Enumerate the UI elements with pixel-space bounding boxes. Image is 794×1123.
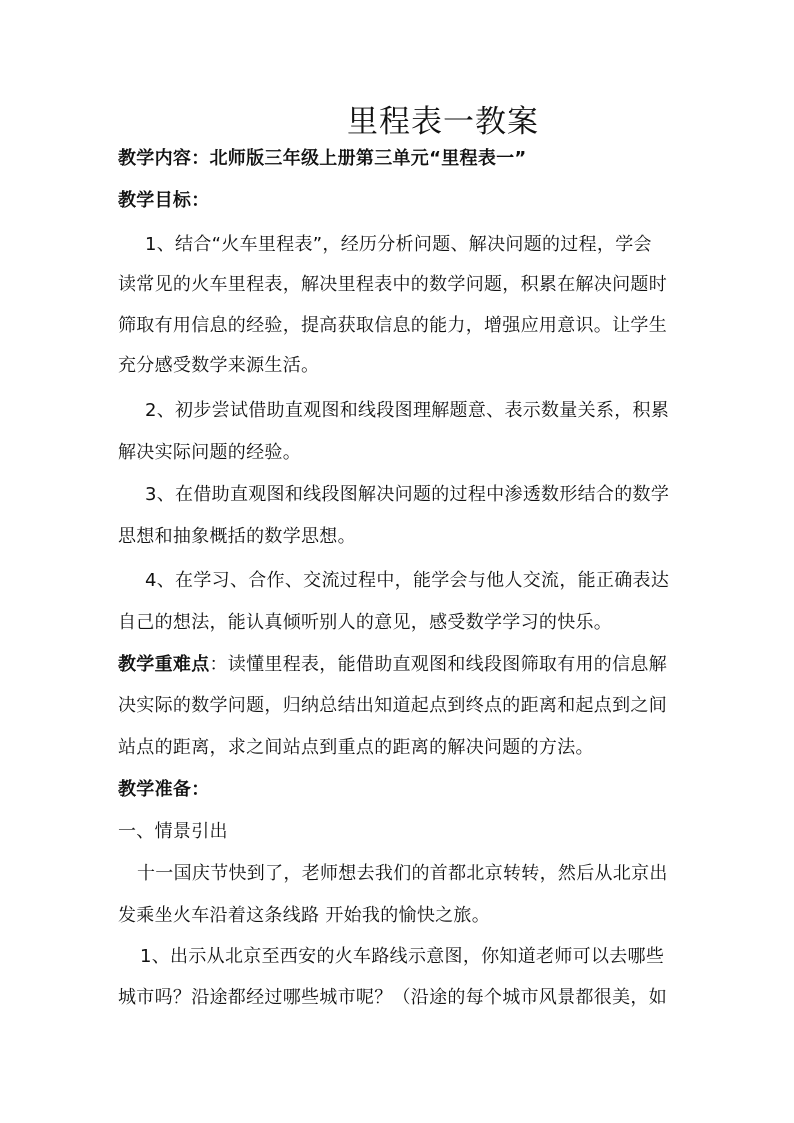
step1-line1: 1、出示从北京至西安的火车路线示意图，你知道老师可以去哪些 — [140, 946, 665, 967]
goal3-line2: 思想和抽象概括的数学思想。 — [118, 526, 356, 547]
goal1-line1: 1、结合“火车里程表”，经历分析问题、解决问题的过程，学会 — [145, 234, 652, 255]
step1-line2: 城市吗？沿途都经过哪些城市呢？（沿途的每个城市风景都很美，如 — [118, 987, 667, 1008]
prep-label: 教学准备： — [118, 779, 210, 800]
goal4-line1: 4、在学习、合作、交流过程中，能学会与他人交流，能正确表达 — [145, 570, 670, 591]
goal2-line2: 解决实际问题的经验。 — [118, 442, 301, 463]
key-line3: 站点的距离，求之间站点到重点的距离的解决问题的方法。 — [118, 737, 594, 758]
goals-label: 教学目标： — [118, 190, 210, 211]
content-line — [118, 146, 688, 172]
goal4-line2: 自己的想法，能认真倾听别人的意见，感受数学学习的快乐。 — [118, 612, 613, 633]
goal1-line2: 读常见的火车里程表，解决里程表中的数学问题，积累在解决问题时 — [118, 274, 667, 295]
content-label: 教学内容： — [118, 148, 210, 169]
intro-line1: 十一国庆节快到了，老师想去我们的首都北京转转，然后从北京出 — [137, 863, 668, 884]
key-text: ：读懂里程表，能借助直观图和线段图筛取有用的信息解 — [209, 654, 667, 675]
goal1-line3: 筛取有用信息的经验，提高获取信息的能力，增强应用意识。让学生 — [118, 315, 667, 336]
content-text: 北师版三年级上册第三单元“里程表一” — [209, 148, 527, 169]
document-title: 里程表一教案 — [347, 104, 539, 140]
goal3-line1: 3、在借助直观图和线段图解决问题的过程中渗透数形结合的数学 — [145, 484, 670, 505]
key-label: 教学重难点 — [118, 654, 210, 675]
section-heading: 一、情景引出 — [118, 821, 228, 842]
goal1-line4: 充分感受数学来源生活。 — [118, 355, 320, 376]
key-line1 — [118, 652, 688, 678]
key-line2: 决实际的数学问题，归纳总结出知道起点到终点的距离和起点到之间 — [118, 695, 667, 716]
goal2-line1: 2、初步尝试借助直观图和线段图理解题意、表示数量关系，积累 — [145, 400, 670, 421]
intro-line2: 发乘坐火车沿着这条线路 开始我的愉快之旅。 — [118, 905, 491, 926]
